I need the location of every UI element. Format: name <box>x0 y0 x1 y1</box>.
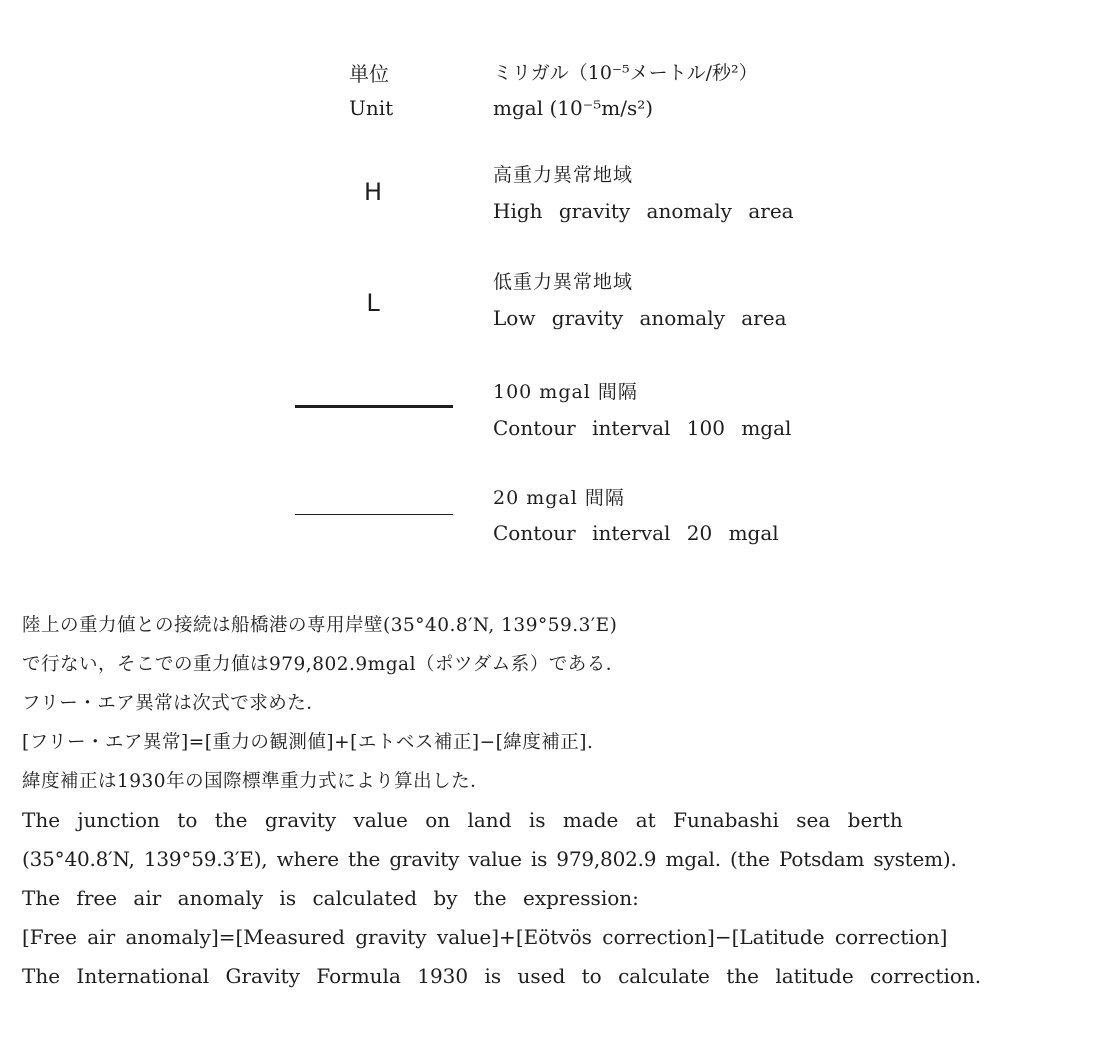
note-en-line: (35°40.8′N, 139°59.3′E), where the gravity value is 979,802.9 mgal. (the Potsdam system). <box>22 847 957 871</box>
note-jp-line: 緯度補正は1930年の国際標準重力式により算出した． <box>22 771 490 792</box>
unit-value-jp: ミリガル（10⁻⁵メートル/秒²） <box>493 62 758 84</box>
contour-100-label-jp: 100 mgal 間隔 <box>493 381 638 403</box>
low-gravity-label-en: Low gravity anomaly area <box>493 306 787 330</box>
contour-20-label-en: Contour interval 20 mgal <box>493 521 779 545</box>
note-en-formula: [Free air anomaly]=[Measured gravity value]+[Eötvös correction]−[Latitude correction] <box>22 925 948 949</box>
contour-100-label-en: Contour interval 100 mgal <box>493 416 792 440</box>
notes <box>22 606 1102 996</box>
note-en-line: The junction to the gravity value on land is made at Funabashi sea berth <box>22 808 903 832</box>
contour-100-line-sample <box>295 405 453 408</box>
low-gravity-label-jp: 低重力異常地域 <box>493 271 634 293</box>
note-en-line: The free air anomaly is calculated by the expression: <box>22 886 639 910</box>
unit-label-jp: 単位 <box>349 62 389 86</box>
note-jp-line: で行ない，そこでの重力値は979,802.9mgal（ポツダム系）である． <box>22 654 625 675</box>
contour-20-label-jp: 20 mgal 間隔 <box>493 487 625 509</box>
note-jp-line: フリー・エア異常は次式で求めた． <box>22 693 326 714</box>
note-en-line: The International Gravity Formula 1930 is used to calculate the latitude correction. <box>22 964 982 988</box>
note-jp-formula: [フリー・エア異常]=[重力の観測値]+[エトベス補正]−[緯度補正]. <box>22 732 594 753</box>
note-jp-line: 陸上の重力値との接続は船橋港の専用岸壁(35°40.8′N, 139°59.3′E) <box>22 615 618 636</box>
unit-value-en: mgal (10⁻⁵m/s²) <box>493 96 654 120</box>
high-gravity-label-jp: 高重力異常地域 <box>493 164 634 186</box>
unit-label-en: Unit <box>349 96 394 120</box>
low-gravity-symbol: L <box>366 289 380 317</box>
contour-20-line-sample <box>295 514 453 515</box>
high-gravity-label-en: High gravity anomaly area <box>493 199 794 223</box>
high-gravity-symbol: H <box>363 178 383 206</box>
